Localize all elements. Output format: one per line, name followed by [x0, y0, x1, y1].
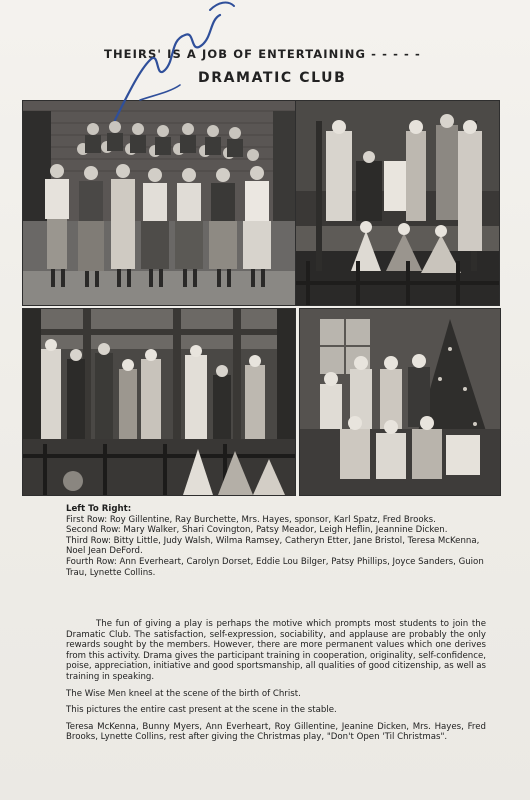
page-title: DRAMATIC CLUB: [198, 70, 347, 86]
body-paragraph-2: The Wise Men kneel at the scene of the birth of Christ.: [66, 688, 301, 699]
stable-cast-photo: [22, 308, 296, 496]
cast-resting-photo: [299, 308, 501, 496]
group-portrait-photo: [22, 100, 296, 306]
article-body: [66, 619, 486, 749]
nativity-scene-photo: [295, 100, 500, 306]
caption-row-3: Third Row: Bitty Little, Judy Walsh, Wilma Ramsey, Catheryn Etter, Jane Bristol, Teresa McKenna, Noel Jean DeFord.: [66, 535, 480, 557]
body-paragraph-4: Teresa McKenna, Bunny Myers, Ann Everheart, Roy Gillentine, Jeanine Dicken, Mrs. Hayes, Fred Brooks, Lynette Collins, rest after giving the Christmas play, "Don't Open 'Til Christmas".: [66, 721, 486, 743]
body-paragraph-3: This pictures the entire cast present at the scene in the stable.: [66, 705, 337, 716]
caption-row-2: Second Row: Mary Walker, Shari Covington, Patsy Meador, Leigh Heflin, Jeannine Dicken.: [66, 525, 448, 536]
caption-heading: Left To Right:: [66, 504, 132, 514]
photo-caption: [66, 504, 486, 578]
page-kicker: THEIRS' IS A JOB OF ENTERTAINING - - - - -: [104, 47, 421, 61]
caption-row-1: First Row: Roy Gillentine, Ray Burchette, Mrs. Hayes, sponsor, Karl Spatz, Fred Brooks.: [66, 514, 436, 525]
body-paragraph-1: The fun of giving a play is perhaps the motive which prompts most students to join the Dramatic Club. The satisfaction, self-expression, sociability, and applause are probably the only rewards sought by the members. However, there are more permanent values which one derives from this activity. Drama gives the participant training in cooperation, originality, self-confidence, poise, appreciation, initiative and good sportsmanship, all qualities of good citizenship, as well as training in speaking.: [66, 619, 487, 682]
caption-row-4: Fourth Row: Ann Everheart, Carolyn Dorset, Eddie Lou Bilger, Patsy Phillips, Joyce Sanders, Guion Trau, Lynette Collins.: [66, 556, 484, 578]
